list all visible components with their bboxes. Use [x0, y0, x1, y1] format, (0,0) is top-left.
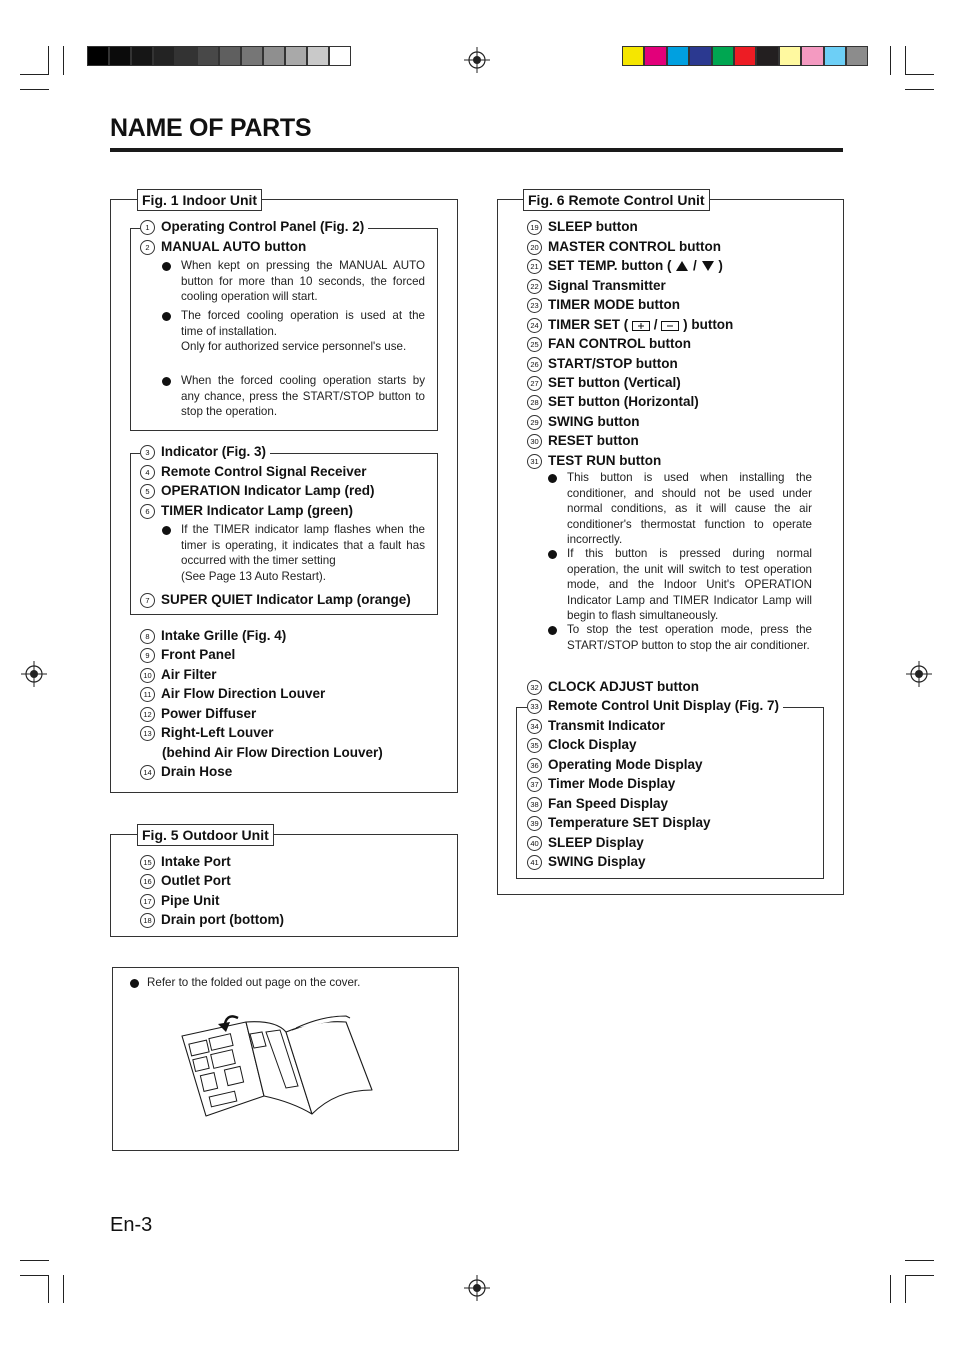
color-swatch: [846, 46, 868, 66]
part-item-10: [140, 667, 221, 683]
part-number: 12: [140, 707, 155, 722]
closing-paren: ): [718, 258, 723, 273]
part-item-1: [140, 219, 368, 235]
part-item-28: [527, 394, 703, 410]
crop-mark: [905, 46, 906, 75]
part-label: SET button (Vertical): [548, 375, 681, 390]
part-label: SET button (Horizontal): [548, 394, 699, 409]
part-number: 36: [527, 758, 542, 773]
part-label: Temperature SET Display: [548, 815, 711, 830]
page-title: NAME OF PARTS: [110, 114, 312, 142]
fig1-label: Fig. 1 Indoor Unit: [137, 189, 262, 211]
crop-mark: [63, 1275, 64, 1303]
crop-mark: [890, 1275, 891, 1303]
crop-mark: [905, 1260, 934, 1261]
crop-mark: [48, 1275, 49, 1303]
part-number: 40: [527, 836, 542, 851]
note-test-run-install: This button is used when installing the conditioner, and should not be used under normal conditions, as it will cause the air conditioner's thermostat function to operate incorrectly.: [567, 470, 812, 548]
note-test-run-normal: If this button is pressed during normal operation, the unit will switch to test operation mode, and the Indoor Unit's OPERATION Indicator Lamp and TIMER Indicator Lamp will begin to flash simultaneously.: [567, 546, 812, 624]
part-label: Timer Mode Display: [548, 776, 676, 791]
part-label: CLOCK ADJUST button: [548, 679, 699, 694]
part-label: Power Diffuser: [161, 706, 257, 721]
part-item-8: [140, 628, 290, 644]
grayscale-swatch: [197, 46, 219, 66]
part-number: 38: [527, 797, 542, 812]
separator: /: [693, 258, 697, 273]
part-item-13-continued: (behind Air Flow Direction Louver): [162, 745, 387, 761]
part-label: Operating Control Panel (Fig. 2): [161, 219, 365, 234]
part-number: 37: [527, 777, 542, 792]
part-item-6: [140, 503, 357, 519]
color-swatch: [644, 46, 666, 66]
part-number: 16: [140, 874, 155, 889]
part-label: Transmit Indicator: [548, 718, 666, 733]
part-label: Pipe Unit: [161, 893, 220, 908]
part-number: 2: [140, 240, 155, 255]
part-label: Intake Grille (Fig. 4): [161, 628, 287, 643]
part-label: Operating Mode Display: [548, 757, 703, 772]
part-label: Drain Hose: [161, 764, 233, 779]
refer-note: Refer to the folded out page on the cover.: [147, 975, 447, 991]
crop-mark: [48, 46, 49, 75]
part-item-29: [527, 414, 643, 430]
note-manual-forced-cooling: When kept on pressing the MANUAL AUTO button for more than 10 seconds, the forced cooling operation will start.: [181, 258, 425, 305]
part-number: 34: [527, 719, 542, 734]
part-number: 5: [140, 484, 155, 499]
part-number: 24: [527, 318, 542, 333]
crop-mark: [20, 74, 49, 75]
part-number: 39: [527, 816, 542, 831]
triangle-down-icon: [701, 260, 715, 272]
part-number: 29: [527, 415, 542, 430]
part-label: Indicator (Fig. 3): [161, 444, 267, 459]
registration-mark-icon: [464, 47, 490, 73]
part-label: Fan Speed Display: [548, 796, 669, 811]
crop-mark: [63, 46, 64, 75]
part-item-26: [527, 356, 682, 372]
part-item-4: [140, 464, 371, 480]
part-label: RESET button: [548, 433, 639, 448]
part-item-7: [140, 592, 415, 608]
part-item-2: [140, 239, 310, 255]
part-item-21: [527, 258, 727, 274]
grayscale-swatch: [263, 46, 285, 66]
part-number: 32: [527, 680, 542, 695]
part-label: SWING button: [548, 414, 640, 429]
separator: /: [653, 317, 658, 332]
part-item-23: [527, 297, 684, 313]
grayscale-swatch: [241, 46, 263, 66]
color-swatch: [689, 46, 711, 66]
folded-booklet-illustration: [176, 1006, 376, 1126]
part-item-24: [527, 317, 737, 333]
crop-mark: [20, 1275, 49, 1276]
color-swatch: [712, 46, 734, 66]
part-number: 3: [140, 445, 155, 460]
color-swatch: [622, 46, 644, 66]
note-forced-cooling-installation: The forced cooling operation is used at the time of installation. Only for authorized service personnel's use.: [181, 308, 425, 355]
part-item-3: [140, 444, 270, 460]
part-number: 31: [527, 454, 542, 469]
part-label: SWING Display: [548, 854, 646, 869]
part-item-34: [527, 718, 669, 734]
triangle-up-icon: [675, 260, 689, 272]
part-number: 11: [140, 687, 155, 702]
grayscale-swatch: [175, 46, 197, 66]
part-label: START/STOP button: [548, 356, 678, 371]
part-number: 27: [527, 376, 542, 391]
part-item-39: [527, 815, 715, 831]
part-label: SLEEP Display: [548, 835, 644, 850]
crop-mark: [20, 89, 49, 90]
part-item-12: [140, 706, 260, 722]
part-item-31: [527, 453, 665, 469]
fig6-label: Fig. 6 Remote Control Unit: [523, 189, 710, 211]
part-number: 17: [140, 894, 155, 909]
crop-mark: [905, 1275, 934, 1276]
part-label: SUPER QUIET Indicator Lamp (orange): [161, 592, 411, 607]
part-number: 9: [140, 648, 155, 663]
part-item-9: [140, 647, 239, 663]
part-number: 18: [140, 913, 155, 928]
grayscale-swatch: [153, 46, 175, 66]
timer-minus-icon: [661, 321, 679, 331]
color-swatch: [801, 46, 823, 66]
color-swatch: [779, 46, 801, 66]
part-number: 25: [527, 337, 542, 352]
part-number: 4: [140, 465, 155, 480]
part-item-41: [527, 854, 650, 870]
note-forced-cooling-stop: When the forced cooling operation starts by any chance, press the START/STOP button to stop the operation.: [181, 373, 425, 420]
part-label: Signal Transmitter: [548, 278, 666, 293]
part-item-19: [527, 219, 642, 235]
part-number: 19: [527, 220, 542, 235]
grayscale-swatch: [285, 46, 307, 66]
part-item-33: [527, 698, 783, 714]
part-number: 15: [140, 855, 155, 870]
part-item-27: [527, 375, 685, 391]
registration-mark-icon: [906, 661, 932, 687]
part-label: Front Panel: [161, 647, 236, 662]
part-number: 1: [140, 220, 155, 235]
part-label: MASTER CONTROL button: [548, 239, 721, 254]
part-label: Outlet Port: [161, 873, 231, 888]
part-item-32: [527, 679, 703, 695]
part-number: 14: [140, 765, 155, 780]
part-label: MANUAL AUTO button: [161, 239, 307, 254]
color-swatch: [756, 46, 778, 66]
part-number: 6: [140, 504, 155, 519]
part-item-14: [140, 764, 236, 780]
part-label: FAN CONTROL button: [548, 336, 691, 351]
part-label: SET TEMP. button (: [548, 258, 672, 273]
part-number: 30: [527, 434, 542, 449]
part-label: Remote Control Unit Display (Fig. 7): [548, 698, 780, 713]
part-label: SLEEP button: [548, 219, 638, 234]
part-item-20: [527, 239, 725, 255]
part-label: TEST RUN button: [548, 453, 662, 468]
part-number: 10: [140, 668, 155, 683]
part-number: 21: [527, 259, 542, 274]
grayscale-swatch: [329, 46, 351, 66]
page-number: En-3: [110, 1214, 153, 1236]
part-label: TIMER MODE button: [548, 297, 680, 312]
part-item-30: [527, 433, 643, 449]
part-label: TIMER Indicator Lamp (green): [161, 503, 354, 518]
part-number: 22: [527, 279, 542, 294]
part-label: Air Flow Direction Louver: [161, 686, 326, 701]
grayscale-swatch: [87, 46, 109, 66]
crop-mark: [905, 1275, 906, 1303]
part-label: Clock Display: [548, 737, 637, 752]
part-item-40: [527, 835, 648, 851]
part-label: TIMER SET (: [548, 317, 629, 332]
part-item-11: [140, 686, 329, 702]
grayscale-swatch: [131, 46, 153, 66]
timer-plus-icon: [632, 321, 650, 331]
part-label: Right-Left Louver: [161, 725, 274, 740]
color-swatch: [667, 46, 689, 66]
grayscale-swatch: [109, 46, 131, 66]
part-number: 26: [527, 357, 542, 372]
part-number: 23: [527, 298, 542, 313]
fig5-label: Fig. 5 Outdoor Unit: [137, 824, 274, 846]
part-item-18: [140, 912, 288, 928]
part-item-36: [527, 757, 707, 773]
part-item-16: [140, 873, 235, 889]
part-number: 20: [527, 240, 542, 255]
grayscale-swatch: [219, 46, 241, 66]
part-item-5: [140, 483, 379, 499]
part-item-38: [527, 796, 672, 812]
part-item-35: [527, 737, 641, 753]
part-item-37: [527, 776, 679, 792]
closing-label: ) button: [683, 317, 734, 332]
crop-mark: [905, 74, 934, 75]
part-item-15: [140, 854, 235, 870]
crop-mark: [20, 1260, 49, 1261]
registration-mark-icon: [464, 1275, 490, 1301]
part-label: Intake Port: [161, 854, 231, 869]
part-number: 8: [140, 629, 155, 644]
part-number: 28: [527, 395, 542, 410]
crop-mark: [905, 89, 934, 90]
note-timer-lamp-flash: If the TIMER indicator lamp flashes when the timer is operating, it indicates that a fault has occurred with the timer setting (See Page 13 Auto Restart).: [181, 522, 425, 584]
title-rule: [110, 148, 843, 152]
part-label: Drain port (bottom): [161, 912, 284, 927]
grayscale-swatch: [307, 46, 329, 66]
note-test-run-stop: To stop the test operation mode, press the START/STOP button to stop the air conditioner.: [567, 622, 812, 653]
part-number: 13: [140, 726, 155, 741]
crop-mark: [890, 46, 891, 75]
registration-mark-icon: [21, 661, 47, 687]
part-item-13: [140, 725, 278, 741]
color-swatch: [824, 46, 846, 66]
part-number: 7: [140, 593, 155, 608]
part-item-22: [527, 278, 670, 294]
color-swatch: [734, 46, 756, 66]
part-number: 33: [527, 699, 542, 714]
part-item-25: [527, 336, 695, 352]
part-number: 35: [527, 738, 542, 753]
part-label: Remote Control Signal Receiver: [161, 464, 367, 479]
part-label: Air Filter: [161, 667, 217, 682]
part-number: 41: [527, 855, 542, 870]
part-item-17: [140, 893, 224, 909]
part-label: OPERATION Indicator Lamp (red): [161, 483, 375, 498]
